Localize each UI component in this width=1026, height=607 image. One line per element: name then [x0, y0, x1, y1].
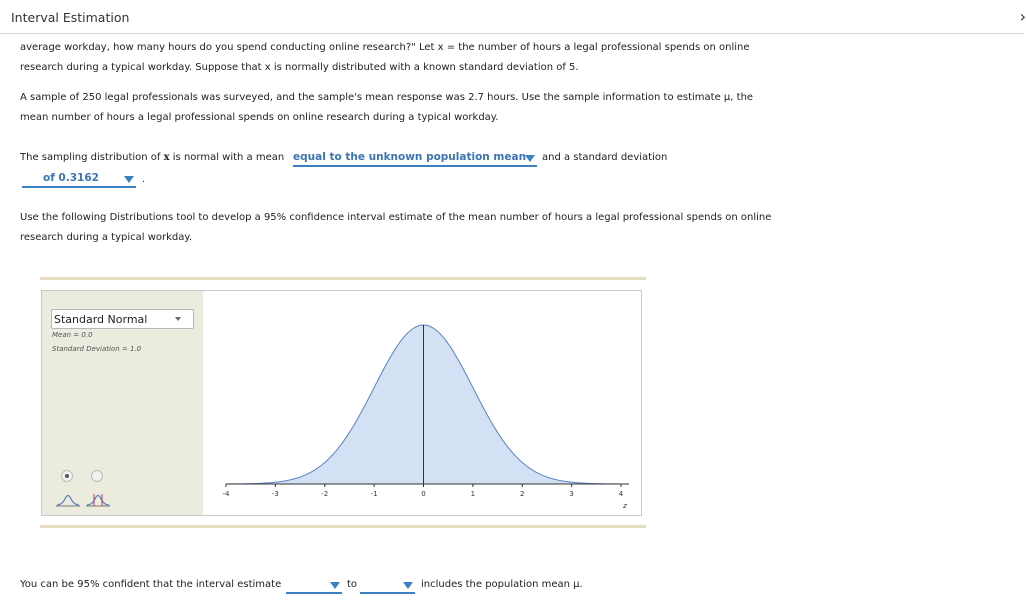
sampling-prefix: The sampling distribution of [20, 152, 161, 163]
distribution-select[interactable] [51, 309, 194, 329]
sd-parameter: Standard Deviation = 1.0 [52, 345, 142, 353]
sampling-mid: is normal with a mean [172, 152, 285, 163]
mean-dropdown[interactable] [293, 149, 537, 167]
problem-text-line: mean number of hours a legal professional spends on online research during a typical workday. [20, 112, 499, 123]
problem-text-line: research during a typical workday. Suppose that x is normally distributed with a known standard deviation of 5. [20, 62, 579, 73]
distribution-select-value: Standard Normal [54, 313, 148, 326]
problem-text-line: A sample of 250 legal professionals was surveyed, and the sample's mean response was 2.7 hours. Use the sample information to estimate μ, the [20, 92, 754, 103]
distributions-tool [41, 290, 642, 516]
normal-distribution-plot[interactable] [203, 291, 641, 515]
sd-dropdown[interactable] [22, 170, 136, 188]
x-axis-label: z [623, 502, 627, 510]
lower-bound-dropdown[interactable] [286, 578, 342, 594]
x-tick-label: -2 [321, 490, 329, 498]
mean-dropdown-value: equal to the unknown population mean [293, 151, 527, 163]
problem-paragraph-3 [20, 208, 800, 248]
two-tail-curve-icon[interactable] [86, 491, 110, 509]
chevron-down-icon [403, 582, 413, 589]
chevron-down-icon [175, 317, 181, 321]
divider [40, 277, 646, 280]
answer-prefix: You can be 95% confident that the interval estimate [20, 579, 282, 590]
chevron-down-icon [525, 155, 535, 162]
sentence-period: . [142, 174, 146, 185]
mean-parameter: Mean = 0.0 [52, 331, 93, 339]
sampling-sentence [20, 148, 284, 168]
x-tick-label: 3 [569, 490, 574, 498]
radio-two-tail[interactable] [91, 470, 103, 482]
x-tick-label: 4 [618, 490, 624, 498]
radio-selected-dot [65, 474, 69, 478]
close-icon[interactable]: › [1019, 7, 1026, 26]
problem-text-line: research during a typical workday. [20, 232, 193, 243]
x-tick-label: -4 [222, 490, 230, 498]
problem-text-line: average workday, how many hours do you spend conducting online research?" Let x = the number of hours a legal professional spends on online [20, 42, 750, 53]
problem-paragraph-1 [20, 38, 800, 78]
radio-one-tail[interactable] [61, 470, 73, 482]
title-bar [0, 0, 1024, 34]
x-tick-label: -3 [271, 490, 279, 498]
answer-to: to [347, 579, 358, 590]
sampling-suffix: and a standard deviation [542, 152, 668, 163]
chevron-down-icon [330, 582, 340, 589]
tool-sidebar [42, 291, 203, 515]
one-tail-curve-icon[interactable] [56, 491, 80, 509]
upper-bound-dropdown[interactable] [360, 578, 415, 594]
chevron-down-icon [124, 176, 134, 183]
sd-dropdown-value: of 0.3162 [43, 172, 99, 184]
x-tick-label: 2 [520, 490, 525, 498]
sample-mean-symbol: x [163, 152, 170, 163]
page-title: Interval Estimation [11, 10, 130, 25]
problem-paragraph-2 [20, 88, 800, 128]
x-tick-label: 1 [470, 490, 476, 498]
divider [40, 525, 646, 528]
x-tick-label: -1 [370, 490, 378, 498]
answer-suffix: includes the population mean μ. [421, 579, 583, 590]
x-tick-label: 0 [421, 490, 426, 498]
problem-text-line: Use the following Distributions tool to develop a 95% confidence interval estimate of the mean number of hours a legal professional spends on online [20, 212, 772, 223]
